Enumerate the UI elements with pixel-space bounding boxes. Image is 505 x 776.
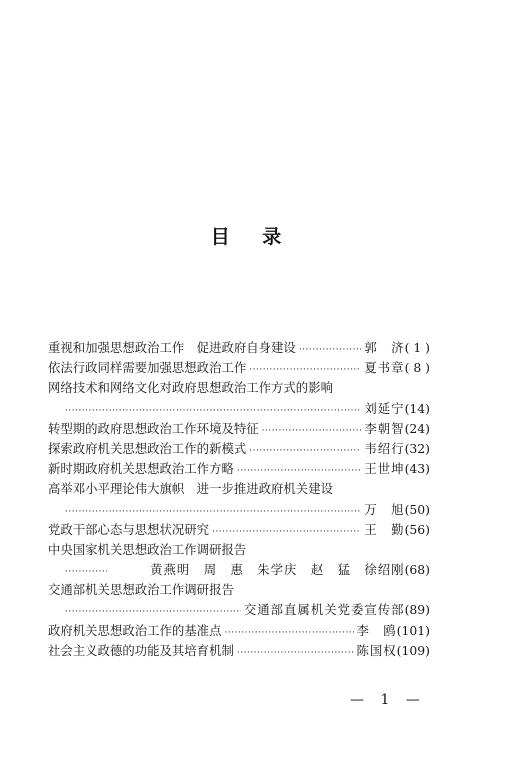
toc-entry-page: (109): [396, 642, 430, 658]
toc-entry-author: 交通部直属机关党委宣传部: [243, 602, 405, 618]
page-number: — 1 —: [350, 692, 426, 708]
toc-entry-continuation[interactable]: [48, 500, 430, 520]
toc-entry-continuation[interactable]: [48, 600, 430, 620]
toc-entry-title: 交通部机关思想政治工作调研报告: [48, 582, 234, 598]
table-of-contents: [48, 338, 430, 661]
leader-dots: [65, 401, 361, 419]
toc-entry-title: 探索政府机关思想政治工作的新模式: [48, 440, 247, 456]
toc-entry-author: 韦绍行: [364, 440, 405, 456]
toc-entry[interactable]: [48, 419, 430, 439]
leader-dots: [65, 502, 361, 520]
leader-dots: [249, 441, 361, 459]
toc-entry-author: 李 鸥: [356, 622, 397, 638]
toc-entry-page: (68): [404, 562, 430, 578]
toc-entry-page: (56): [404, 521, 430, 537]
toc-entry-title: 重视和加强思想政治工作 促进政府自身建设: [48, 340, 296, 355]
toc-entry-title: 网络技术和网络文化对政府思想政治工作方式的影响: [48, 380, 333, 396]
toc-entry-author: 刘延宁: [364, 400, 405, 416]
leader-dots: [249, 360, 361, 378]
toc-entry[interactable]: [48, 520, 430, 540]
toc-entry-continuation[interactable]: [48, 560, 430, 580]
toc-entry-title: 政府机关思想政治工作的基准点: [48, 622, 222, 638]
toc-entry[interactable]: [48, 358, 430, 378]
leader-dots: [237, 461, 362, 479]
toc-entry[interactable]: [48, 580, 430, 600]
toc-entry-continuation[interactable]: [48, 399, 430, 419]
toc-entry-page: (101): [396, 622, 430, 638]
toc-entry-title: 社会主义政德的功能及其培育机制: [48, 642, 234, 658]
toc-entry[interactable]: [48, 459, 430, 479]
toc-entry-page: (24): [404, 420, 430, 436]
leader-dots: [299, 340, 362, 358]
toc-entry-author: 李朝智: [364, 420, 405, 436]
toc-entry-page: ( 8 ): [404, 360, 430, 376]
toc-entry-author: 万 旭: [364, 501, 405, 517]
toc-entry-page: (89): [404, 602, 430, 618]
toc-entry-author: 黄燕明 周 惠 朱学庆 赵 猛 徐绍刚: [150, 562, 405, 578]
leader-dots: [262, 421, 362, 439]
toc-entry[interactable]: [48, 540, 430, 560]
toc-entry[interactable]: [48, 641, 430, 661]
toc-entry-author: 王世坤: [364, 461, 405, 477]
toc-entry[interactable]: [48, 621, 430, 641]
leader-dots: [237, 643, 354, 661]
toc-entry-title: 依法行政同样需要加强思想政治工作: [48, 360, 247, 376]
leader-dots: [224, 623, 353, 641]
toc-entry-author: 郭 济: [364, 340, 405, 355]
toc-entry-title: 中央国家机关思想政治工作调研报告: [48, 541, 247, 557]
toc-entry-page: (50): [404, 501, 430, 517]
leader-dots: [65, 562, 107, 580]
toc-entry-title: 高举邓小平理论伟大旗帜 进一步推进政府机关建设: [48, 481, 333, 497]
toc-entry[interactable]: [48, 338, 430, 358]
toc-entry[interactable]: [48, 479, 430, 499]
toc-entry-title: 新时期政府机关思想政治工作方略: [48, 461, 234, 477]
leader-dots: [212, 522, 361, 540]
toc-entry-page: (14): [404, 400, 430, 416]
toc-entry-page: (43): [404, 461, 430, 477]
toc-entry-title: 转型期的政府思想政治工作环境及特征: [48, 420, 259, 436]
page-title: 目 录: [210, 226, 295, 248]
toc-entry-page: (32): [404, 440, 430, 456]
toc-entry[interactable]: [48, 439, 430, 459]
toc-entry[interactable]: [48, 378, 430, 398]
toc-entry-author: 陈国权: [356, 642, 397, 658]
leader-dots: [65, 602, 241, 620]
toc-entry-author: 王 勤: [364, 521, 405, 537]
toc-entry-author: 夏书章: [364, 360, 405, 376]
toc-entry-page: ( 1 ): [404, 340, 430, 355]
toc-entry-title: 党政干部心态与思想状况研究: [48, 521, 210, 537]
